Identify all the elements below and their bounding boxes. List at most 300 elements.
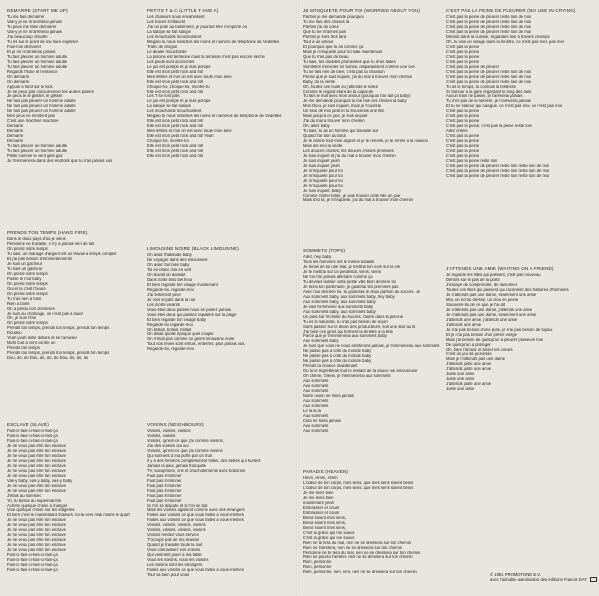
song-lyrics: [303, 255, 441, 433]
lyric-line: Mais je m'inquiète pour toi sale maintenant: [303, 49, 383, 54]
lyric-line: C'est pas la peine de pleurer reste loin de moi: [446, 25, 532, 30]
lyric-line: Je ne veux pas être ton esclave: [7, 453, 66, 458]
lyric-line: Aux sommets baby, aux sommets baby, hey baby: [303, 294, 395, 299]
lyric-line: Yeah yeah mille dollars et se l'amuser: [7, 336, 78, 341]
lyric-line: Tu es si naturelle, tu n'as pas besoin de leçon: [303, 319, 388, 324]
lyric-line: Je n'ai pas besoin d'une pute, je n'ai pas besoin de bijoux: [446, 327, 553, 332]
lyric-line: Faut pas s'étonner: [147, 473, 182, 478]
lyric-line: Je ne veux pas être ton esclave: [7, 444, 66, 449]
lyric-line: J'ai beaucoup chauffé: [7, 35, 48, 40]
lyric-line: Doudou: [7, 331, 22, 336]
lyric-line: Faut pas s'étonner: [147, 493, 182, 498]
lyric-line: Si l'amour à la gare regardant le long des rails: [446, 89, 532, 94]
song-demarre: [7, 8, 147, 164]
lyric-line: Qui viennent jouer à ma table: [147, 553, 202, 558]
song-voisins: [147, 422, 292, 578]
lyric-line: Voisins, voisins, voisins, voisins: [147, 523, 206, 528]
lyric-line: Rien, personne, rien, rien, rien ne se dressera sur ton chemin: [303, 570, 417, 575]
lyric-line: Voisins, voisins: [147, 434, 176, 439]
lyric-line: Mes yeux ne mentent pas: [7, 114, 55, 119]
lyric-line: Faut pas s'étonner: [147, 498, 182, 503]
lyric-line: Vous connaissez vos voisins: [147, 548, 201, 553]
lyric-line: C'est pas la peine de pleurer reste loin de moi: [446, 79, 532, 84]
lyric-line: Je peux te le glisser, le glisser: [7, 94, 63, 99]
lyric-line: Ou tu le regretteras tout le restant de ta douce vie amoureuse: [303, 369, 418, 374]
song-lyrics: [7, 15, 147, 164]
lyric-line: Rien ne t'arrêtera, rien ne se dressera sur ton chemin: [303, 545, 403, 550]
lyric-line: J'étais au sommet: [7, 493, 41, 498]
lyric-line: Je ne veux pas être ton esclave: [7, 518, 66, 523]
lyric-line: T'occupe pas de ma maison: [147, 538, 200, 543]
lyric-line: C'est pas la peine de pleurer reste loin de moi: [446, 69, 532, 74]
song-je-minquiete-pour-toi: [303, 8, 441, 203]
lyric-line: Je ferais de toi une star, je mettrai ton nom sur la clé: [303, 265, 401, 270]
lyric-line: Toi en blanc moi en vert: [147, 268, 192, 273]
song-title: J'ATTENDS UNE AMIE (WAITING ON A FRIEND): [446, 266, 554, 271]
lyric-line: Je ne veux pas être ton esclave: [7, 488, 66, 493]
lyric-line: Je ne veux pas être ton esclave: [7, 463, 66, 468]
lyric-line: Comme l'enfer brûle, je vais trouver cette fille un jour: [303, 193, 401, 198]
lyric-line: Je ne veux pas être ton esclave: [7, 543, 66, 548]
lyric-line: Je suis au chômage, on n'est pas à louer: [7, 311, 83, 316]
lyric-line: J'attends juste une amie: [446, 382, 492, 387]
lyric-line: Cela ne finira jamais: [303, 418, 341, 423]
lyric-line: J'ai tellement peur: [147, 292, 181, 297]
song-lyrics: [446, 273, 594, 392]
lyric-line: C'est pas la peine de pleurer reste loin de moi: [446, 30, 532, 35]
lyric-line: C'est pas la peine de pleurer reste loin reste loin de moi: [446, 163, 550, 168]
lyric-line: Comme le regard étant de ta capacité: [303, 89, 374, 94]
lyric-line: C'est pas la peine: [446, 109, 480, 114]
lyric-line: Démarre: [7, 129, 24, 134]
lyric-line: Aux sommets baby: [303, 339, 339, 344]
lyric-line: C'est pas la peine: [446, 148, 480, 153]
lyric-line: Fais-moi démarrer: [7, 44, 42, 49]
lyric-line: Je ne veux pas être ton esclave: [7, 548, 66, 553]
lyric-line: Mes lettres et moi on est avec toute mon âme: [147, 74, 232, 79]
lyric-line: TV, saxophone, cris et chuchotements avec bobonne: [147, 468, 246, 473]
lyric-line: Voisins rendez-vous service: [147, 533, 199, 538]
song-esclave: [7, 422, 147, 573]
lyric-line: Faites aux voisins ce que vous faites à vous-mêmes: [147, 567, 244, 572]
song-jattends-une-amie: [446, 266, 594, 392]
lyric-line: Démarre: [7, 139, 24, 144]
lyric-line: Tu fais pleurer un homme adulte: [7, 64, 68, 69]
lyric-line: Je ne veux pas être ton esclave: [7, 483, 66, 488]
lyric-line: Aux sommets: [303, 413, 329, 418]
lyric-line: Juste une amie: [446, 387, 475, 392]
lyric-line: Elle est mon petit rock and roll: [147, 143, 204, 148]
lyric-line: La salope se fait salope: [147, 104, 191, 109]
lyric-line: Regards l'huile et l'essence: [7, 69, 58, 74]
lyric-line: Je suis inquiet et j'ai du mal à trouver mon chemin: [303, 153, 396, 158]
lyric-line: Bénis soient mes sens,: [303, 520, 347, 525]
lyric-line: On avait l'habitude baby: [147, 253, 192, 258]
lyric-line: Personne ne te fera du mal, rien ne se dressera sur ton chemin: [303, 550, 421, 555]
lyric-line: J'ai du mal à trouver mon chemin: [303, 119, 365, 124]
lyric-line: C'est pas la peine reste loin: [446, 158, 498, 163]
lyric-line: Bénis soient mes sens,: [303, 515, 347, 520]
lyric-line: Aux sommets baby, aux sommets baby: [303, 309, 376, 314]
lyric-line: Ne passe pas à côté du monde baby: [303, 349, 372, 354]
lyric-line: Et bien regarde ton visage baby: [147, 317, 207, 322]
lyric-line: Oh chérie, chérie, je t'emmènerai aux sommets: [303, 374, 391, 379]
lyric-line: Et j'ai pas besoin d'emmerdements: [7, 257, 72, 262]
lyric-line: Et tu ne sabour qui navigue, ce n'est pas moi, ce n'est pas moi: [446, 104, 562, 109]
lyric-line: Baby, do la vérité: [303, 79, 336, 84]
lyric-line: Vous êtes deux pareils nous se parlez jamais: [147, 307, 231, 312]
lyric-line: J'ai des voisins oui oui: [147, 444, 189, 449]
lyric-line: J'essaye de comprendre, de raisonner: [446, 283, 518, 288]
song-limousine-noire: [147, 246, 292, 352]
lyric-line: Prends ton temps, prends ton temps, prends ton temps: [7, 326, 110, 331]
lyric-line: Mais jusqu'à ce jour, je suis inquiet: [303, 114, 368, 119]
lyric-line: Ne fais pas pleurer un homme adulte: [7, 99, 76, 104]
lyric-line: Personne ne travaille, il n'y a jamais rien de fait: [7, 242, 95, 247]
song-lyrics: [7, 237, 147, 361]
lyric-line: Voisins, qu'est-ce que j'ai comme voisins: [147, 449, 223, 454]
lyric-line: Je m'inquiète pour toi: [303, 173, 343, 178]
lyric-line: Pense que je suis inquiet, j'ai du mal à trouver mon chemin: [303, 74, 413, 79]
lyric-line: Je vois voyant dans la rue: [147, 297, 196, 302]
lyric-line: C'est pas la peine: [446, 119, 480, 124]
song-sommets: [303, 248, 441, 434]
song-lyrics: [303, 476, 441, 575]
lyric-line: Je te mettrai sur un piédestal, viens, viens: [303, 270, 381, 275]
lyric-line: C'est pas la peine de pleurer reste loin de moi: [446, 74, 532, 79]
lyric-line: Tu es sur le point de me faire exploser: [7, 39, 79, 44]
lyric-line: Les douces choses, les douces choses promises: [303, 148, 394, 153]
lyric-line: Fais-ci-fais-ci-fais-ci-fais-ça: [7, 557, 58, 562]
lyric-line: C'est pas la peine: [446, 49, 480, 54]
lyric-line: Tu fais pleurer un homme adulte: [7, 148, 68, 153]
lyric-line: Tout à un amour: [303, 39, 334, 44]
lyric-line: Fais-ci-fais-ci-fais-ci-fais-ça: [7, 434, 58, 439]
lyric-line: C'est pas la peine: [446, 139, 480, 144]
lyric-line: Allez, hey baby: [303, 255, 332, 260]
lyric-line: Tu fais pleurer un homme adulte: [7, 143, 68, 148]
lyric-line: Elle est mon petit rock and roll: [147, 89, 204, 94]
lyric-line: Mes lettres et moi on est avec toute mon âme: [147, 129, 232, 134]
lyric-line: Tout va bien pour vous: [147, 572, 190, 577]
lyric-line: Embrasser et courir: [303, 510, 340, 515]
lyric-line: Je te donne tout mon argent et je te remets, je te rentre à la maison: [303, 139, 428, 144]
lyric-line: Les mouchards mouchardent: [147, 109, 202, 114]
lyric-line: C'est pas la peine: [446, 59, 480, 64]
lyric-line: Parce que je t'emmènerai aux sommets baby: [303, 334, 387, 339]
lyric-line: Et bien c'est le manifestant d'ateurs, toi-là vers midi moins le quart: [7, 513, 130, 518]
lyric-line: Je suis inquiet, baby: [303, 188, 341, 193]
lyric-line: Tu fais pleurer un homme adulte: [7, 54, 68, 59]
lyric-line: Elle est mon petit rock and roll: [147, 119, 204, 124]
lyric-line: Appuie à fond sur le kick: [7, 84, 53, 89]
lyric-line: Je ne veux pas être ton esclave: [7, 458, 66, 463]
lyric-line: Vous êtes deux qui passez rapidités sur la plage: [147, 312, 237, 317]
lyric-line: Ne t'ai l'on jamais attendre comme ça: [303, 275, 373, 280]
lyric-line: L'odeur de ton corps, mes sens, que mes sens soient bénis: [303, 481, 414, 486]
lyric-line: Fais-ci-fais-ci-fais-ci-fais-ça: [7, 562, 58, 567]
lyric-line: Tu devrais laisser cette petite ville bien derrière toi: [303, 279, 396, 284]
song-cest-pas-la-peine: [446, 8, 594, 179]
lyric-line: Voisins, qu'est-ce que j'ai comme voisins,: [147, 439, 224, 444]
lyric-line: Je regarde les filles qui passent, c'est pas nouveau: [446, 273, 541, 278]
publisher-logo-icon: [590, 577, 597, 582]
lyric-line: Mets tout à cent contre un: [7, 341, 56, 346]
lyric-line: Aux sommets baby, aux sommets baby: [303, 299, 376, 304]
lyric-line: Toutes ces filles qui passent qui racontent des histoires d'hommes: [446, 288, 569, 293]
center-fold: [296, 0, 299, 596]
lyric-line: Juste une amie: [446, 372, 475, 377]
lyric-line: Aux sommets: [303, 383, 329, 388]
lyric-line: Si l'on se dispute et si l'on se bat: [147, 503, 208, 508]
lyric-line: Oh, tu vois un visage dans la fenêtre, ce n'est pas réel, pas réel: [446, 39, 564, 44]
lyric-line: On brillait, brillait, brillait: [147, 327, 192, 332]
lyric-line: Oh, allez baby: [303, 124, 330, 129]
lyric-line: Parfois je me demande pourquoi: [303, 15, 364, 20]
lyric-line: Faites aux voisins ce que vous faites à vous-mêmes: [147, 513, 244, 518]
lyric-line: C'est pas la peine: [446, 114, 480, 119]
lyric-line: C'est la grâce qui me sauve: [303, 535, 355, 540]
lyric-line: Un seul de moi petit et tu trouverais une fille: [303, 109, 385, 114]
song-lyrics: [7, 429, 147, 573]
lyric-line: Aux sommets: [303, 388, 329, 393]
lyric-line: Dans le doux pays d'où je viens: [7, 237, 66, 242]
lyric-line: Fais-ci-fais-ci-fais-ci-fais-ça: [7, 567, 58, 572]
lyric-line: On démarre: [7, 74, 30, 79]
lyric-line: Oui et la c'est l'heure: [7, 286, 46, 291]
lyric-line: Quand t'ar bon au bout: [303, 134, 346, 139]
publisher-text: avec l'aimable autorisation des éditions Francis DAY: [490, 577, 588, 582]
song-title: SOMMETS (TOPS): [303, 248, 346, 253]
lyric-line: Ne passe pas à côté du monde baby: [303, 359, 372, 364]
lyric-line: C'est pas la peine, c'est pas la peine reste loin: [446, 124, 532, 129]
song-title: PARADIS (HEAVEN): [303, 469, 349, 474]
lyric-line: Tu fais pleurer un homme adulte: [7, 59, 68, 64]
lyric-line: J'attends juste une amie: [446, 367, 492, 372]
lyric-line: Fais-ci-fais-ci-fais-ci-fais-ça: [7, 553, 58, 558]
lyric-line: Tu me fais démarrer: [7, 15, 45, 20]
lyric-line: La salope se fait salope: [147, 30, 191, 35]
song-title: PETITS T & C (LITTLE T AND A): [147, 8, 219, 13]
lyric-line: Embrasser et courir: [303, 505, 340, 510]
copyright-line: [490, 577, 597, 582]
lyric-line: Je suis inquiet yeah: [303, 163, 340, 168]
lyric-line: Fais-ci-fais-ci-fais-ci-fais-ça: [7, 429, 58, 434]
lyric-line: Vas-y baby, vas-y baby, vas-y baby: [7, 478, 73, 483]
lyric-line: On prend notre temps: [7, 291, 48, 296]
lyric-line: Choque-toi, montre-toi: [147, 139, 189, 144]
lyric-line: C'est pas la peine: [446, 54, 480, 59]
lyric-line: On buvait on dansait: [147, 273, 186, 278]
lyric-line: Tu me fais des choses là: [303, 20, 350, 25]
lyric-line: Je n'attends pas une dame, seulement une amie: [446, 312, 537, 317]
song-title: LIMOUSINE NOIRE (BLACK LIMOUSINE): [147, 246, 239, 251]
lyric-line: Faites aux voisins ce que vous faites à vous-mêmes: [147, 518, 244, 523]
lyric-line: On n'était pas comme ce genre limousine noire: [147, 337, 235, 342]
lyric-line: Je ne peux pas concurrencer tes autres pilotes: [7, 89, 94, 94]
lyric-line: Aux sommets: [303, 403, 329, 408]
lyric-line: Qui sonnent à ma porte par un mal: [147, 453, 212, 458]
lyric-line: Allez chérie: [446, 129, 468, 134]
lyric-line: Les voisins sont les étrangers: [147, 562, 203, 567]
lyric-line: Hmm, Hmm, Hmm: [303, 476, 338, 481]
lyric-line: La piscine est terminée mais la terrasse n'est pas encore sèche: [147, 54, 265, 59]
lyric-line: Les T se font jolis: [147, 94, 180, 99]
lyric-line: L'odeur de ton corps, mes sens, que mes sens soient bénis: [303, 486, 414, 491]
lyric-line: Les chaleurs nous envahissent: [147, 15, 205, 20]
lyric-line: C'est un jeu de jeunesse: [446, 352, 492, 357]
lyric-line: Mais je n'attends pas une dame: [446, 357, 505, 362]
lyric-line: Notre union ne finira jamais: [303, 393, 354, 398]
lyric-line: Ne fais pas pleurer un homme adulte: [7, 109, 76, 114]
lyric-line: Les morts-vivants: [147, 302, 180, 307]
lyric-line: J'attends une amie: [446, 322, 482, 327]
lyric-line: Et pourquoi que tu as comme ça: [303, 44, 364, 49]
lyric-line: Mais les voisins agissent comme avec des étrangers: [147, 508, 245, 513]
lyric-line: Regarde-toi, regarde-moi: [147, 347, 194, 352]
lyric-line: Tu sais, tu as un homme qui travaille dur: [303, 129, 379, 134]
lyric-line: Quand je travaille toute la nuit: [147, 543, 203, 548]
lyric-line: Un pied sur l'échelle du succès, l'autre dans la piscine: [303, 314, 404, 319]
lyric-line: C'est pas la peine de pleurer reste loin reste loin de moi: [446, 168, 550, 173]
lyric-line: C'est pas la peine: [446, 143, 480, 148]
lyric-line: On a perdu nos chemises: [7, 306, 55, 311]
song-title: ESCLAVE (SLAVE): [7, 422, 49, 427]
lyric-line: Bénis soient mes sens,: [303, 525, 347, 530]
lyric-line: Je me sens bien: [303, 491, 334, 496]
lyric-line: Jamais la paix, jamais tranquille: [147, 463, 207, 468]
lyric-line: De voyager dans des limousines: [147, 258, 208, 263]
lyric-line: Pusse le mot baby: [7, 276, 42, 281]
lyric-line: Oh, toutes ces nuits où j'attends le soleil: [303, 84, 378, 89]
lyric-line: Mais j'ai besoin de quelqu'un à pleurer plusieurs fois: [446, 337, 543, 342]
lyric-line: C'est la grâce qui me sauve: [303, 530, 355, 535]
lyric-line: C'est pas la peine: [446, 44, 480, 49]
song-lyrics: [446, 15, 594, 178]
song-lyrics: [147, 253, 292, 352]
lyric-line: Tu as le temps, tu connais la tristesse: [446, 84, 516, 89]
lyric-line: Tu peux me faire démarrer: [7, 25, 57, 30]
lyric-line: Tu sais, tes doubles promesses que tu m'as faites: [303, 59, 396, 64]
lyric-line: Ne passe pas à côté du monde baby: [303, 354, 372, 359]
lyric-line: On démarre: [7, 79, 30, 84]
copyright-notice: [490, 572, 597, 582]
lyric-line: Le jus est pompé et je suis pompé: [147, 64, 211, 69]
lyric-line: Je n'attends pas une dame, seulement une amie: [446, 293, 537, 298]
lyric-line: Faut pas s'étonner: [147, 478, 182, 483]
lyric-line: J'ai un pote au basement, je pourrait être n'importe où: [147, 25, 248, 30]
lyric-line: Dehors sur le pas de la porte: [446, 278, 500, 283]
lyric-line: Trafic de drogue: [147, 44, 178, 49]
lyric-line: Achète quelque chose à manger: [7, 503, 68, 508]
lyric-line: Vous les voisins, vous les voisins: [147, 557, 209, 562]
lyric-line: Je me demande pourquoi tu me fais ces choses là baby: [303, 99, 407, 104]
lyric-line: Parfois je sors très tard: [303, 35, 347, 40]
song-title: DEMARRE (START ME UP): [7, 8, 68, 13]
lyric-line: Démarre: [7, 124, 24, 129]
lyric-line: Rien ne te fera du mal, rien ne se dressera sur ton chemin: [303, 540, 411, 545]
lyric-line: Je vais t'emmener aux sommets baby: [303, 304, 374, 309]
lyric-line: Mais d'ici là, je m'inquiète, j'ai du mal à trouver mon chemin: [303, 198, 413, 203]
lyric-line: Aux sommets: [303, 428, 329, 433]
lyric-line: J'attends une amie, j'attends une amie: [446, 317, 518, 322]
lyric-line: Je t'emmènerai dans des endroits que tu n'as jamais vus: [7, 158, 113, 163]
lyric-line: Je ne veux pas être ton esclave: [7, 468, 66, 473]
lyric-line: Aux sommets: [303, 423, 329, 428]
lyric-line: De quelqu'un à protéger: [446, 342, 491, 347]
lyric-line: Elle est mon petit rock and roll: [147, 124, 204, 129]
lyric-line: Aucun train ne passe, je t'arriverai jamais: [446, 94, 523, 99]
song-prends: [7, 230, 147, 361]
lyric-line: Regarde-toi regarde-moi: [147, 322, 193, 327]
lyric-line: Rien, personne: [303, 560, 332, 565]
lyric-line: Je m'inquiète pour toi: [303, 168, 343, 173]
lyric-line: Rien, personne: [303, 565, 332, 570]
lyric-line: On disait quelle époque quel couple: [147, 332, 214, 337]
lyric-line: Il y a des femmes complètement folles, des bébés qui hurlent: [147, 458, 261, 463]
lyric-line: Elle est mon petit rock and roll: [147, 153, 204, 158]
lyric-line: Démarre: [7, 134, 24, 139]
lyric-line: Sans passer sur le divan des producteurs, soit une star au lit: [303, 324, 416, 329]
song-title: C'EST PAS LA PEINE DE PLEURER (NO USE IN CRYING): [446, 8, 576, 13]
song-lyrics: [147, 15, 292, 159]
lyric-line: Avec moi derrière toi, tu goûteras le doux parfum du succès. Je: [303, 289, 421, 294]
lyric-line: C'est pas la peine: [446, 134, 480, 139]
lyric-line: Vas-y je ne m'arrêterai jamais: [7, 30, 62, 35]
lyric-line: Je ne veux pas être ton esclave: [7, 473, 66, 478]
lyric-line: Aux sommets: [303, 379, 329, 384]
lyric-line: C'est pas la peine de pleurer reste loin de moi: [446, 15, 532, 20]
lyric-line: Le jus est pompé et je suis pompé: [147, 99, 211, 104]
lyric-line: Regarde-toi, regarde-moi: [147, 287, 194, 292]
lyric-line: Mégalo tu nous relâches les noms et numéros de téléphone de Vedettes: [147, 114, 282, 119]
lyric-line: Rien ne pourra t'arrêter, rien ne se dressera sur ton chemin: [303, 555, 413, 560]
song-title: JE M'INQUIETE POUR TOI (WORRIED ABOUT YOU): [303, 8, 421, 13]
lyric-line: C'est pas la peine de pleurer: [446, 64, 500, 69]
lyric-line: Je m'inquiète pour toi: [303, 178, 343, 183]
lyric-line: Juste une amie: [446, 377, 475, 382]
lyric-line: C'est une machine machine: [7, 119, 59, 124]
lyric-line: Tu n'es pas de la lumière, je n'arriverai jamais: [446, 99, 531, 104]
song-title: VOISINS (NEIGHBOURS): [147, 422, 204, 427]
lyric-line: On prend notre temps: [7, 281, 48, 286]
lyric-line: Que tu n'as pas de beau: [303, 54, 349, 59]
lyric-line: Ne fais pas pleurer un homme adulte: [7, 104, 76, 109]
song-petits-t-et-c: [147, 8, 292, 159]
lyric-line: Parfois j'ai du cœur: [303, 25, 339, 30]
lyric-line: Le dealer mouchardé: [147, 49, 187, 54]
lyric-line: Tu n'as rien à faire: [7, 296, 42, 301]
lyric-line: Choque-toi, choque-toi, montre-tu: [147, 84, 210, 89]
lyric-line: Je suis que vous ne nous arrêterons jamais, je t'emmènerai aux sommets: [303, 344, 440, 349]
lyric-line: Prends ton temps: [7, 346, 40, 351]
lyric-line: Tous les hommes ont le même bataille: [303, 260, 375, 265]
lyric-line: Pilote comme le vent gilet gaz: [7, 153, 63, 158]
lyric-line: C'est pas la peine de pleurer reste loin reste loin de moi: [446, 173, 550, 178]
lyric-line: Tu sais un gâcheur: [7, 266, 43, 271]
copyright-text: © 1981 PROMOTONE B.V.: [490, 572, 541, 577]
lyric-line: Je n'attends pas une dame, j'attends une amie: [446, 307, 533, 312]
lyric-line: Faut pas s'étonner: [147, 483, 182, 488]
lyric-line: Elle est mon petit rock and roll: [147, 148, 204, 153]
lyric-line: Je suis un gâcheur: [7, 261, 43, 266]
lyric-line: Je ne veux pas être ton esclave: [7, 533, 66, 538]
lyric-line: Les pieds sont accrochés: [147, 59, 195, 64]
lyric-line: J'attends juste une amie: [446, 362, 492, 367]
lyric-line: Semblent s'envoler en fumée, disparaissent comme une ciel: [303, 64, 415, 69]
lyric-line: Voisins, voisins, voisins: [147, 429, 191, 434]
lyric-line: J'ai bien ces gens qui ferment la fenêtre à la tête: [303, 329, 393, 334]
